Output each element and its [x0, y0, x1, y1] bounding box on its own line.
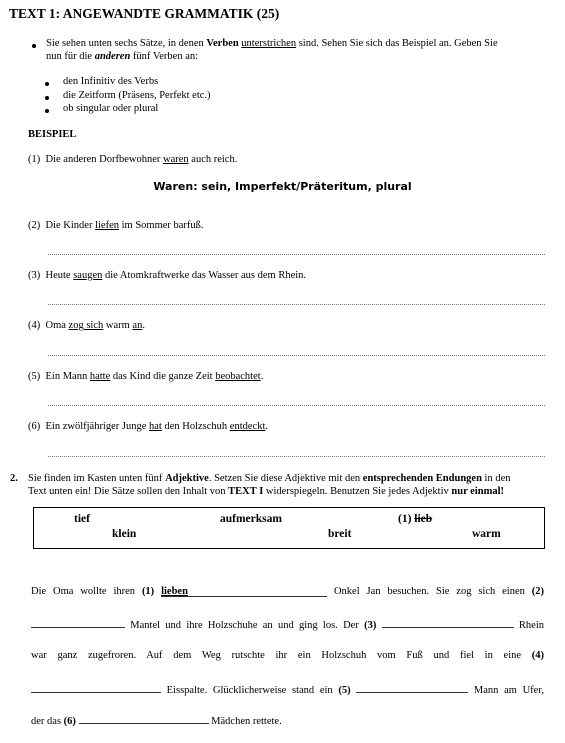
answer-line-6[interactable]	[48, 456, 545, 457]
task2-instructions-line1: Sie finden im Kasten unten fünf Adjektive. Setzen Sie diese Adjektive mit den entsprechenden Endungen in den	[28, 473, 511, 484]
bullet-number: ob singular oder plural	[63, 103, 159, 114]
task2-instructions-line2: Text unten ein! Die Sätze sollen den Inhalt von TEXT I widerspiegeln. Benutzen Sie jedes Adjektiv nur einmal!	[28, 486, 504, 497]
task1-intro-line2: nun für die anderen fünf Verben an:	[46, 51, 199, 62]
page-title: TEXT 1: ANGEWANDTE GRAMMATIK (25)	[9, 6, 280, 21]
sentence-3: (3) Heute saugen die Atomkraftwerke das Wasser aus dem Rhein.	[28, 270, 307, 281]
task2-number: 2.	[10, 473, 18, 484]
answer-line-5[interactable]	[48, 405, 545, 406]
bullet-dot	[45, 82, 49, 86]
blank-3[interactable]	[382, 617, 514, 628]
cloze-line-4: Eisspalte. Glücklicherweise stand ein (5) Mann am Ufer,	[31, 682, 544, 696]
cloze-line-1: Die Oma wollte ihren (1) lieben Onkel Jan besuchen. Sie zog sich einen (2)	[31, 586, 544, 597]
sentence-6: (6) Ein zwölfjähriger Junge hat den Holzschuh entdeckt.	[28, 421, 268, 432]
blank-4[interactable]	[31, 682, 161, 693]
bullet-tense: die Zeitform (Präsens, Perfekt etc.)	[63, 90, 211, 101]
blank-1[interactable]: lieben	[161, 586, 327, 597]
sentence-2: (2) Die Kinder liefen im Sommer barfuß.	[28, 220, 204, 231]
bullet-dot	[45, 109, 49, 113]
example-answer: Waren: sein, Imperfekt/Präteritum, plural	[153, 180, 412, 193]
example-sentence: (1) Die anderen Dorfbewohner waren auch reich.	[28, 154, 238, 165]
adjective-breit: breit	[328, 528, 352, 540]
adjective-aufmerksam: aufmerksam	[220, 513, 282, 525]
answer-line-2[interactable]	[48, 254, 545, 255]
bullet-dot	[32, 44, 36, 48]
adjective-box	[33, 507, 545, 549]
adjective-warm: warm	[472, 528, 501, 540]
answer-line-4[interactable]	[48, 355, 545, 356]
answer-line-3[interactable]	[48, 304, 545, 305]
sentence-4: (4) Oma zog sich warm an.	[28, 320, 145, 331]
blank-6[interactable]	[79, 713, 209, 724]
sentence-5: (5) Ein Mann hatte das Kind die ganze Zeit beobachtet.	[28, 371, 264, 382]
adjective-tief: tief	[74, 513, 90, 525]
cloze-line-3: war ganz zugefroren. Auf dem Weg rutschte ihr ein Holzschuh vom Fuß und fiel in eine (4)	[31, 650, 544, 661]
blank-5[interactable]	[356, 682, 468, 693]
cloze-line-2: Mantel und ihre Holzschuhe an und ging los. Der (3) Rhein	[31, 617, 544, 631]
cloze-line-5: der das (6) Mädchen rettete.	[31, 713, 282, 727]
bullet-dot	[45, 96, 49, 100]
adjective-klein: klein	[112, 528, 137, 540]
bullet-infinitive: den Infinitiv des Verbs	[63, 76, 159, 87]
adjective-lieb: (1) lieb	[398, 513, 433, 525]
task1-intro-line1: Sie sehen unten sechs Sätze, in denen Verben unterstrichen sind. Sehen Sie sich das Beispiel an. Geben Sie	[46, 38, 498, 49]
beispiel-label: BEISPIEL	[28, 129, 77, 140]
blank-2[interactable]	[31, 617, 125, 628]
